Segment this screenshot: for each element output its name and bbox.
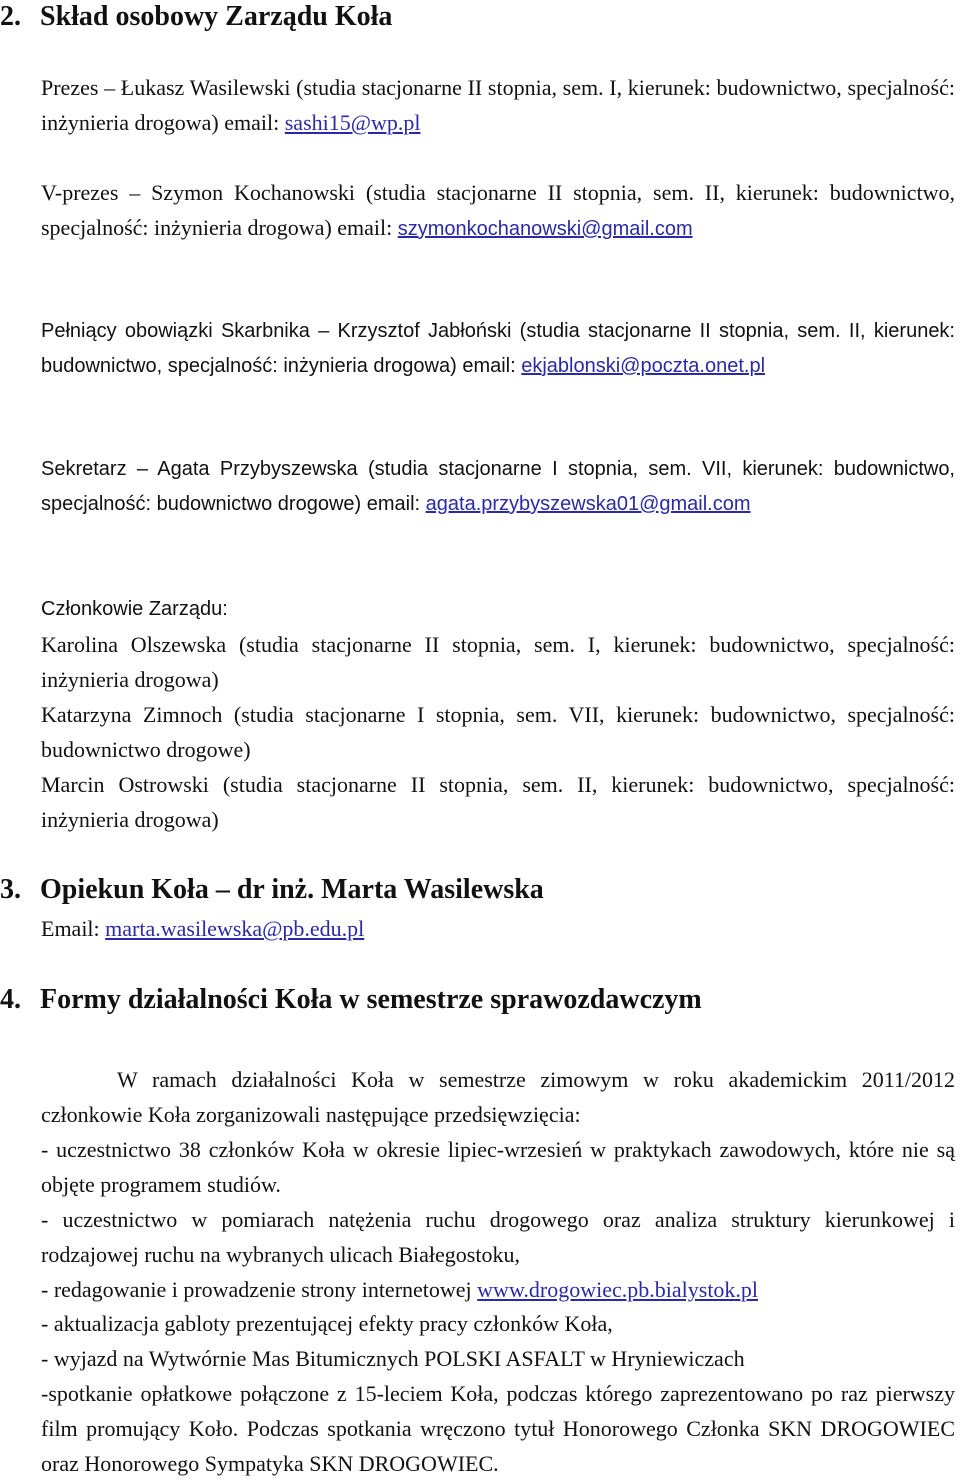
activity-item-text: - redagowanie i prowadzenie strony internetowej [41,1277,478,1302]
secretary-text: Sekretarz – Agata Przybyszewska (studia stacjonarne I stopnia, sem. VII, kierunek: budownictwo, specjalność: budownictwo drogowe) email: [41,458,955,515]
vice-president-email-link[interactable]: szymonkochanowski@gmail.com [397,218,693,240]
secretary-email-link[interactable]: agata.przybyszewska01@gmail.com [425,493,751,515]
treasurer-email-link[interactable]: ekjablonski@poczta.onet.pl [521,355,766,377]
activity-item: - wyjazd na Wytwórnie Mas Bitumicznych POLSKI ASFALT w Hryniewiczach [41,1346,745,1371]
member-item: Marcin Ostrowski (studia stacjonarne II stopnia, sem. II, kierunek: budownictwo, specjalność: inżynieria drogowa) [41,772,955,832]
supervisor-email-link[interactable]: marta.wasilewska@pb.edu.pl [105,916,365,941]
section-3-title: Opiekun Koła – dr inż. Marta Wasilewska [40,874,544,905]
section-4-title: Formy działalności Koła w semestrze sprawozdawczym [40,984,702,1015]
activities-intro-text: W ramach działalności Koła w semestrze zimowym w roku akademickim 2011/2012 członkowie Koła zorganizowali następujące przedsięwzięcia: [41,1067,955,1127]
member-item: Katarzyna Zimnoch (studia stacjonarne I stopnia, sem. VII, kierunek: budownictwo, specjalność: budownictwo drogowe) [41,702,955,762]
treasurer-paragraph [41,314,955,384]
vice-president-text: V-prezes – Szymon Kochanowski (studia stacjonarne II stopnia, sem. II, kierunek: budownictwo, specjalność: inżynieria drogowa) email: [41,180,955,240]
section-3-heading [0,873,544,907]
section-2-title: Skład osobowy Zarządu Koła [40,1,393,32]
section-4-heading [0,983,702,1017]
president-paragraph [41,70,955,140]
president-email-link[interactable]: sashi15@wp.pl [284,110,421,135]
activity-item: -spotkanie opłatkowe połączone z 15-leciem Koła, podczas którego zaprezentowano po raz pierwszy film promujący Koło. Podczas spotkania wręczono tytuł Honorowego Członka SKN DROGOWIEC oraz Honorowego Sympatyka SKN DROGOWIEC. [41,1381,955,1476]
section-2-heading [0,0,392,34]
supervisor-email-label: Email: [41,916,106,941]
member-item: Karolina Olszewska (studia stacjonarne II stopnia, sem. I, kierunek: budownictwo, specjalność: inżynieria drogowa) [41,632,955,692]
vice-president-paragraph [41,175,955,247]
section-4-number: 4. [0,984,21,1015]
activity-item: - uczestnictwo w pomiarach natężenia ruchu drogowego oraz analiza struktury kierunkowej i rodzajowej ruchu na wybranych ulicach Białegostoku, [41,1207,955,1267]
secretary-paragraph [41,452,955,522]
members-label: Członkowie Zarządu: [41,598,228,620]
section-3-number: 3. [0,874,21,905]
section-2-number: 2. [0,1,21,32]
website-link[interactable]: www.drogowiec.pb.bialystok.pl [477,1277,759,1302]
activity-item [41,1272,955,1307]
president-text: Prezes – Łukasz Wasilewski (studia stacjonarne II stopnia, sem. I, kierunek: budownictwo, specjalność: inżynieria drogowa) email: [41,75,955,135]
activity-item: - aktualizacja gabloty prezentującej efekty pracy członków Koła, [41,1311,613,1336]
supervisor-email-line [41,911,955,946]
treasurer-text: Pełniący obowiązki Skarbnika – Krzysztof Jabłoński (studia stacjonarne II stopnia, sem. II, kierunek: budownictwo, specjalność: inżynieria drogowa) email: [41,320,955,377]
activity-item: - uczestnictwo 38 członków Koła w okresie lipiec-wrzesień w praktykach zawodowych, które nie są objęte programem studiów. [41,1137,955,1197]
activities-intro [41,1062,955,1132]
